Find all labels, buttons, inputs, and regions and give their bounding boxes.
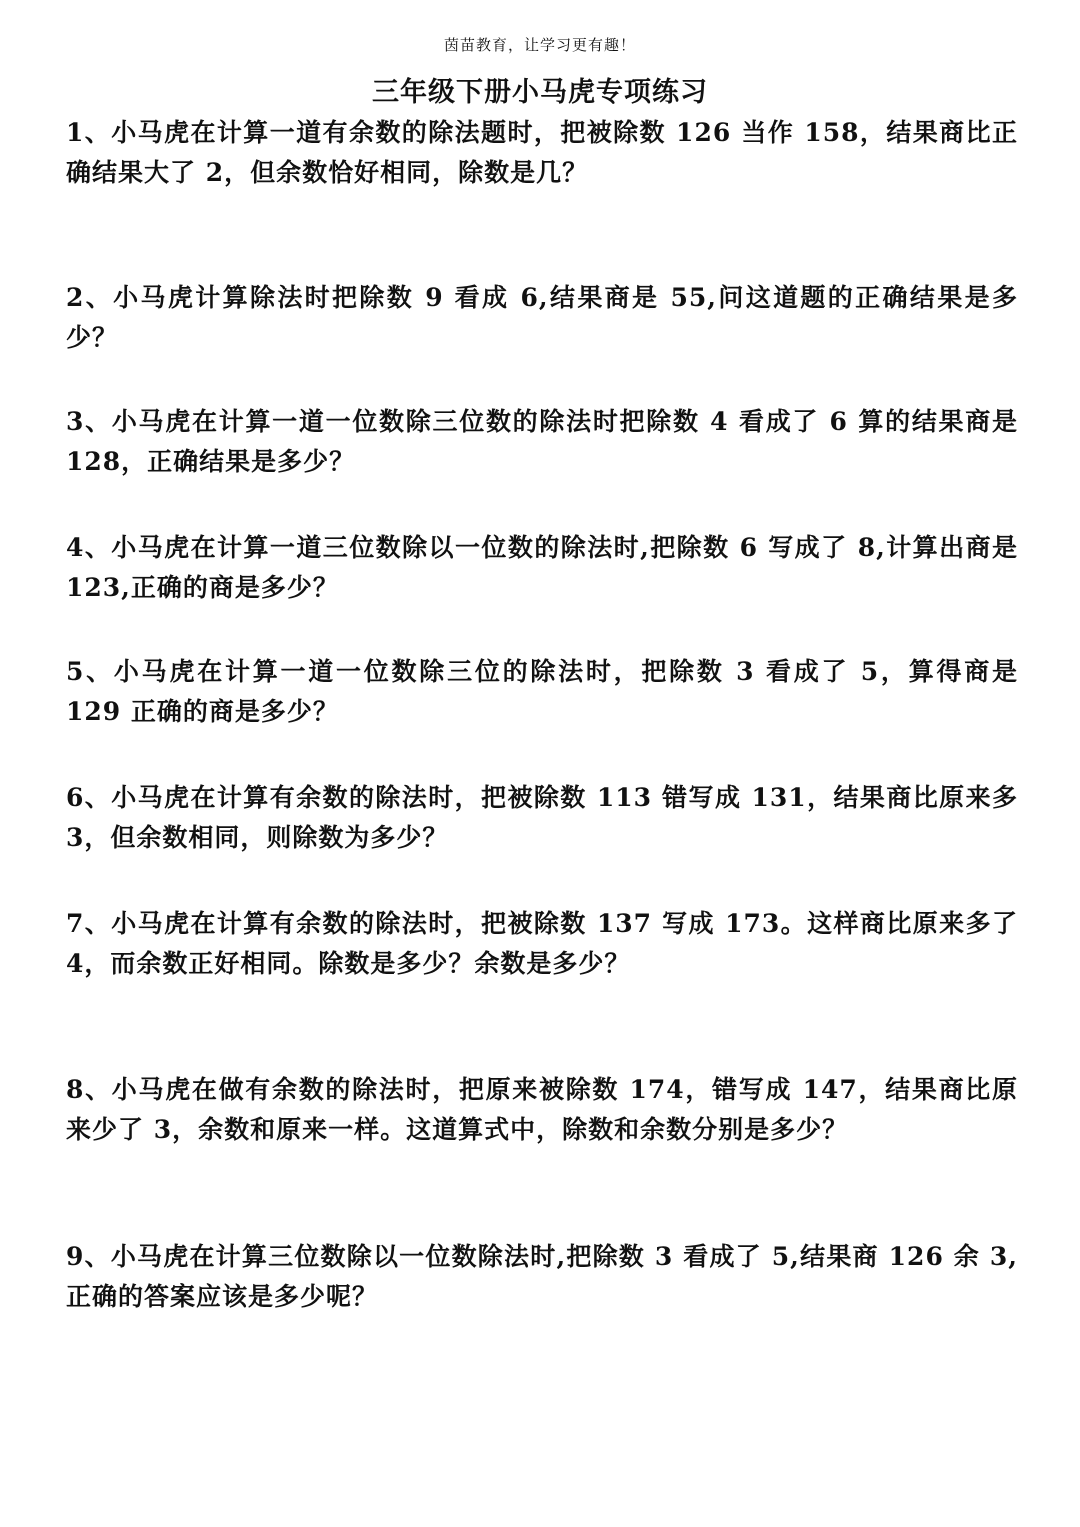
question-1: 1、小马虎在计算一道有余数的除法题时，把被除数 126 当作 158，结果商比正确结果大了 2，但余数恰好相同，除数是几？ — [66, 118, 1018, 187]
question-7: 7、小马虎在计算有余数的除法时，把被除数 137 写成 173。这样商比原来多了 4，而余数正好相同。除数是多少？余数是多少？ — [66, 909, 1018, 978]
worksheet-title: 三年级下册小马虎专项练习 — [372, 77, 708, 108]
question-9: 9、小马虎在计算三位数除以一位数除法时,把除数 3 看成了 5,结果商 126 余 3,正确的答案应该是多少呢？ — [66, 1242, 1018, 1311]
question-3: 3、小马虎在计算一道一位数除三位数的除法时把除数 4 看成了 6 算的结果商是 128，正确结果是多少？ — [66, 407, 1018, 476]
question-2: 2、小马虎计算除法时把除数 9 看成 6,结果商是 55,问这道题的正确结果是多少？ — [66, 283, 1018, 352]
question-6: 6、小马虎在计算有余数的除法时，把被除数 113 错写成 131，结果商比原来多 3，但余数相同，则除数为多少？ — [66, 783, 1018, 852]
question-4: 4、小马虎在计算一道三位数除以一位数的除法时,把除数 6 写成了 8,计算出商是 123,正确的商是多少？ — [66, 533, 1018, 602]
question-5: 5、小马虎在计算一道一位数除三位的除法时，把除数 3 看成了 5，算得商是 129 正确的商是多少？ — [66, 657, 1018, 726]
header-note: 茵苗教育，让学习更有趣！ — [443, 36, 636, 54]
question-8: 8、小马虎在做有余数的除法时，把原来被除数 174，错写成 147，结果商比原来少了 3，余数和原来一样。这道算式中，除数和余数分别是多少？ — [66, 1075, 1018, 1144]
